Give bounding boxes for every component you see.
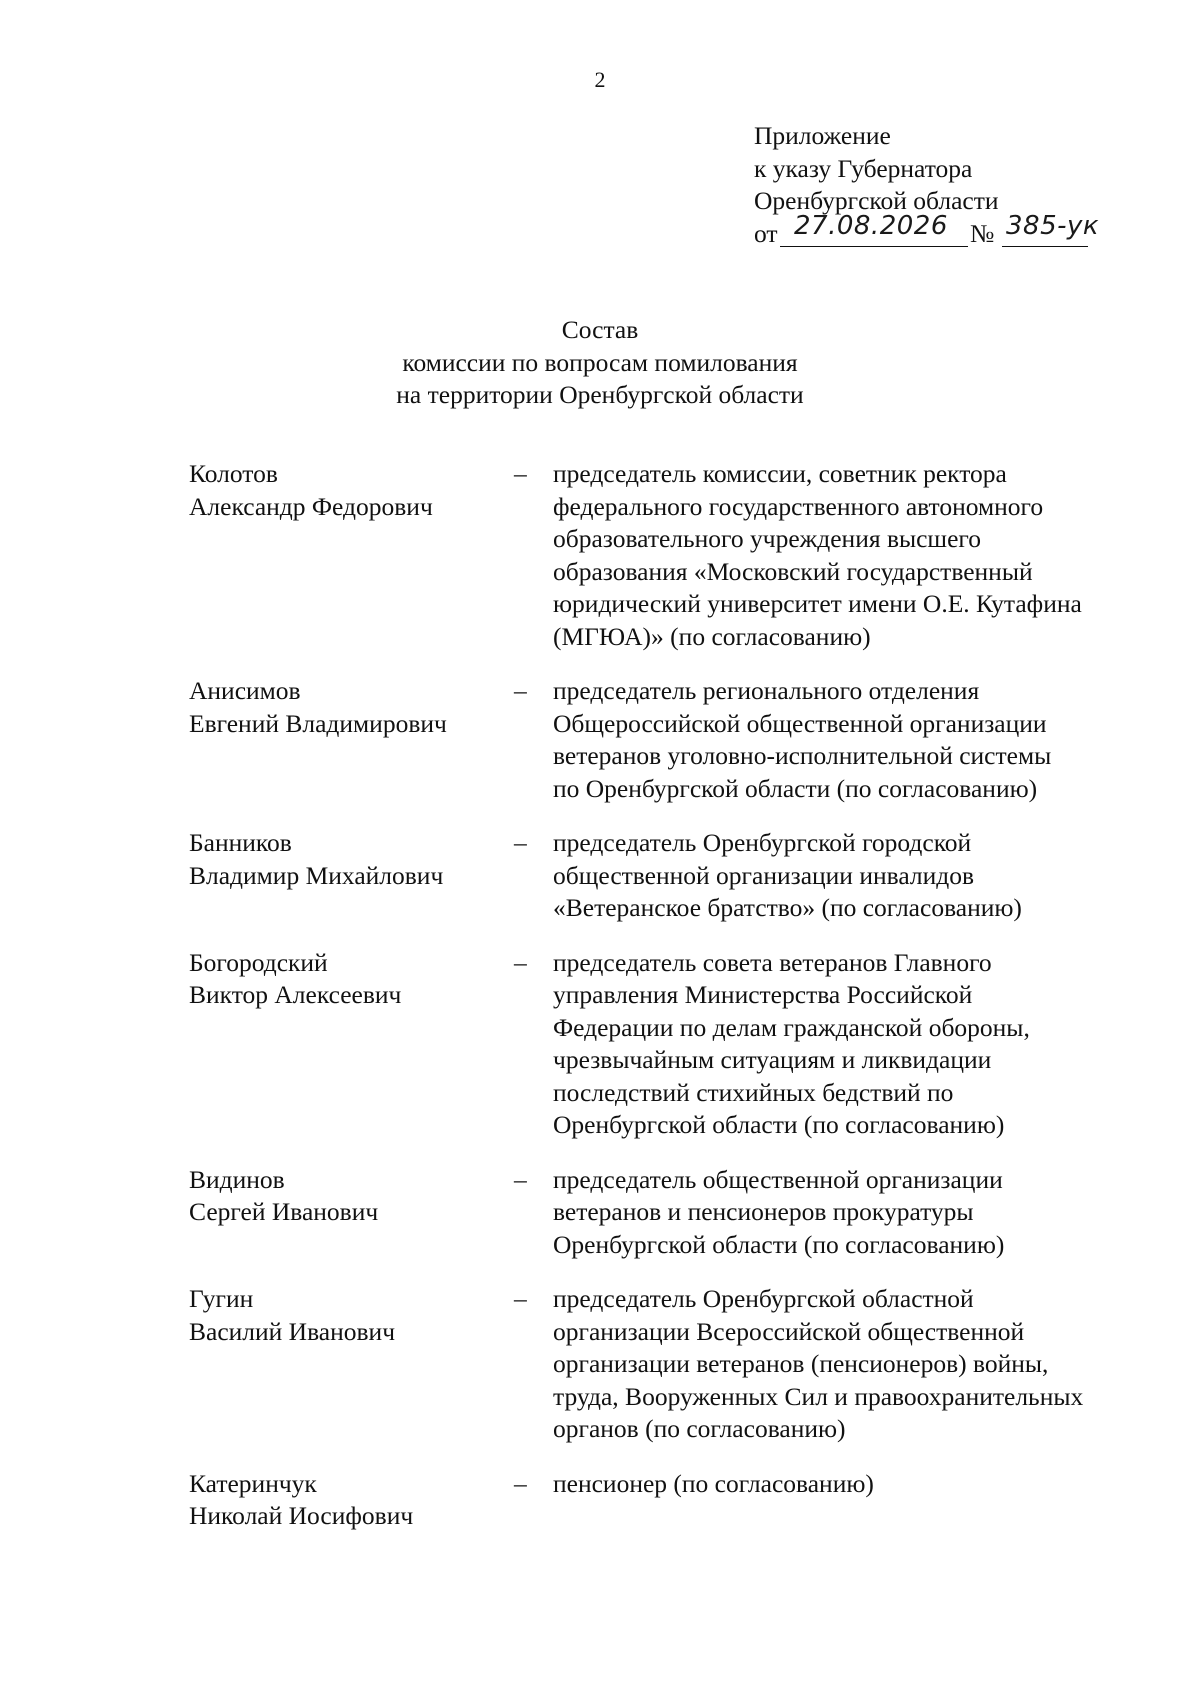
member-surname: Богородский xyxy=(189,947,328,977)
member-description-line: общественной организации инвалидов xyxy=(553,860,974,890)
member-dash: – xyxy=(514,1284,527,1313)
member-surname: Катеринчук xyxy=(189,1468,317,1498)
member-surname: Анисимов xyxy=(189,676,301,705)
member-given-names: Александр Федорович xyxy=(189,491,433,521)
member-name xyxy=(189,458,489,523)
member-given-names: Василий Иванович xyxy=(189,1316,396,1346)
member-description-line: Оренбургской области (по согласованию) xyxy=(553,1110,1005,1139)
member-dash: – xyxy=(514,947,527,977)
member-description-line: управления Министерства Российской xyxy=(553,980,973,1009)
member-description-line: по Оренбургской области (по согласованию) xyxy=(553,773,1038,803)
member-given-names: Сергей Иванович xyxy=(189,1197,379,1226)
member-description xyxy=(553,827,1173,925)
member-given-names: Евгений Владимирович xyxy=(189,708,447,738)
handwritten-number: 385-ук xyxy=(1006,210,1100,241)
member-dash: – xyxy=(514,459,527,488)
member-description-line: организации ветеранов (пенсионеров) войны, xyxy=(553,1349,1049,1378)
page-number: 2 xyxy=(594,67,606,92)
member-surname: Банников xyxy=(189,828,292,857)
appendix-block xyxy=(754,120,1174,252)
appendix-line-2: к указу Губернатора xyxy=(754,153,973,183)
member-description-line: (МГЮА)» (по согласованию) xyxy=(553,621,871,651)
number-label: № xyxy=(970,218,995,248)
member-name xyxy=(189,947,489,1012)
member-dash: – xyxy=(514,1468,527,1498)
member-surname: Гугин xyxy=(189,1284,254,1313)
member-description xyxy=(553,458,1173,653)
member-name xyxy=(189,1283,489,1348)
member-description-line: «Ветеранское братство» (по согласованию) xyxy=(553,893,1022,922)
member-description-line: председатель комиссии, советник ректора xyxy=(553,459,1007,488)
member-description-line: чрезвычайным ситуациям и ликвидации xyxy=(553,1045,992,1074)
member-given-names: Николай Иосифович xyxy=(189,1501,414,1530)
member-description-line: председатель общественной организации xyxy=(553,1164,1003,1194)
member-description-line: юридический университет имени О.Е. Кутафина xyxy=(553,589,1082,618)
member-description-line: председатель Оренбургской областной xyxy=(553,1284,974,1313)
member-description-line: Общероссийской общественной организации xyxy=(553,708,1047,738)
number-underline xyxy=(1002,246,1088,248)
member-description-line: председатель совета ветеранов Главного xyxy=(553,947,992,977)
member-given-names: Владимир Михайлович xyxy=(189,860,444,890)
member-name xyxy=(189,827,489,892)
member-description xyxy=(553,1164,1173,1262)
from-label: от xyxy=(754,218,778,248)
date-underline xyxy=(780,246,968,248)
member-name xyxy=(189,675,489,740)
member-description-line: пенсионер (по согласованию) xyxy=(553,1468,874,1498)
member-description-line: последствий стихийных бедствий по xyxy=(553,1077,954,1107)
handwritten-date: 27.08.2026 xyxy=(794,210,948,241)
member-description-line: Федерации по делам гражданской обороны, xyxy=(553,1012,1030,1042)
member-description-line: председатель Оренбургской городской xyxy=(553,828,972,857)
member-description-line: организации Всероссийской общественной xyxy=(553,1316,1025,1346)
appendix-date-line xyxy=(754,210,1174,252)
title-line-3: на территории Оренбургской области xyxy=(396,380,804,409)
member-description-line: ветеранов уголовно-исполнительной системы xyxy=(553,741,1052,770)
member-description-line: ветеранов и пенсионеров прокуратуры xyxy=(553,1197,974,1226)
member-description xyxy=(553,675,1173,805)
member-description-line: председатель регионального отделения xyxy=(553,676,980,705)
member-given-names: Виктор Алексеевич xyxy=(189,980,402,1009)
member-description xyxy=(553,1468,1173,1501)
member-description-line: образовательного учреждения высшего xyxy=(553,524,981,553)
member-description-line: органов (по согласованию) xyxy=(553,1414,846,1443)
member-description-line: федерального государственного автономного xyxy=(553,491,1044,521)
member-name xyxy=(189,1468,489,1533)
member-description-line: труда, Вооруженных Сил и правоохранительных xyxy=(553,1381,1084,1411)
member-dash: – xyxy=(514,828,527,857)
member-description-line: образования «Московский государственный xyxy=(553,556,1033,586)
appendix-line-3: Оренбургской области xyxy=(754,186,999,215)
title-line-2: комиссии по вопросам помилования xyxy=(402,347,798,377)
member-dash: – xyxy=(514,676,527,705)
member-surname: Видинов xyxy=(189,1164,285,1194)
member-description xyxy=(553,1283,1173,1446)
member-dash: – xyxy=(514,1164,527,1194)
document-title xyxy=(0,314,1200,412)
appendix-line-1: Приложение xyxy=(754,121,891,150)
title-line-1: Состав xyxy=(561,315,639,344)
member-description-line: Оренбургской области (по согласованию) xyxy=(553,1229,1005,1259)
member-description xyxy=(553,947,1173,1142)
member-name xyxy=(189,1164,489,1229)
member-surname: Колотов xyxy=(189,459,278,488)
